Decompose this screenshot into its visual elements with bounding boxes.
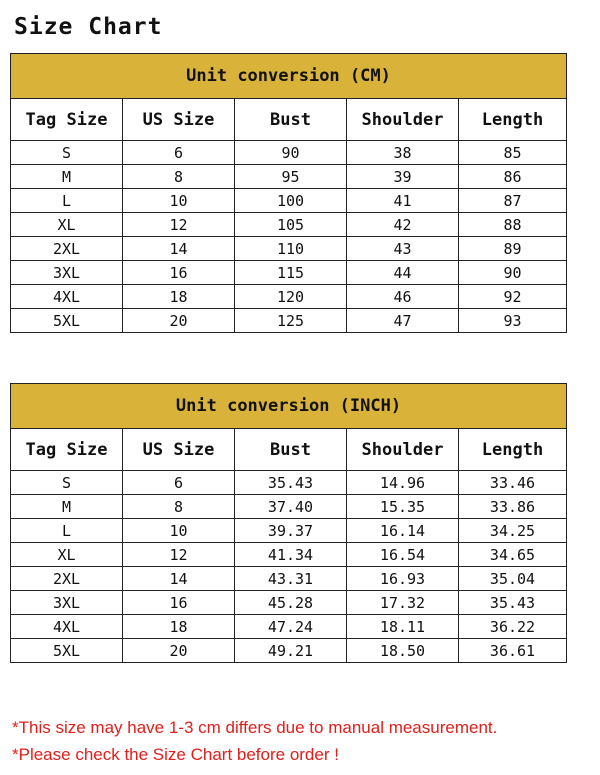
table-cell: 92 bbox=[459, 285, 567, 309]
table-cell: 49.21 bbox=[235, 639, 347, 663]
column-header-row bbox=[11, 99, 567, 141]
table-cell: 39 bbox=[347, 165, 459, 189]
column-header: Shoulder bbox=[347, 99, 459, 141]
table-cell: 14 bbox=[123, 567, 235, 591]
table-cell: 41.34 bbox=[235, 543, 347, 567]
table-cell: 18.50 bbox=[347, 639, 459, 663]
table-cell: 125 bbox=[235, 309, 347, 333]
table-cell: 90 bbox=[459, 261, 567, 285]
column-header-row bbox=[11, 429, 567, 471]
table-cell: 85 bbox=[459, 141, 567, 165]
table-cell: 45.28 bbox=[235, 591, 347, 615]
table-row bbox=[11, 165, 567, 189]
table-cell: 39.37 bbox=[235, 519, 347, 543]
table-cell: 115 bbox=[235, 261, 347, 285]
table-row bbox=[11, 309, 567, 333]
table-cell: 18 bbox=[123, 615, 235, 639]
table-cell: M bbox=[11, 495, 123, 519]
table-cell: 5XL bbox=[11, 309, 123, 333]
table-row bbox=[11, 495, 567, 519]
table-row bbox=[11, 471, 567, 495]
table-cell: 35.43 bbox=[459, 591, 567, 615]
table-cell: 14 bbox=[123, 237, 235, 261]
table-cell: 20 bbox=[123, 309, 235, 333]
table-cell: 4XL bbox=[11, 615, 123, 639]
note-measurement: *This size may have 1-3 cm differs due to manual measurement. bbox=[12, 718, 498, 737]
table-row bbox=[11, 285, 567, 309]
table-cell: 5XL bbox=[11, 639, 123, 663]
table-caption: Unit conversion (CM) bbox=[11, 54, 567, 99]
table-cell: 18 bbox=[123, 285, 235, 309]
table-cell: 95 bbox=[235, 165, 347, 189]
table-cell: 42 bbox=[347, 213, 459, 237]
table-cell: 34.25 bbox=[459, 519, 567, 543]
table-cell: 43 bbox=[347, 237, 459, 261]
table-cell: 16.14 bbox=[347, 519, 459, 543]
table-row bbox=[11, 543, 567, 567]
column-header: Shoulder bbox=[347, 429, 459, 471]
table-cell: 18.11 bbox=[347, 615, 459, 639]
notes bbox=[12, 714, 592, 768]
column-header: US Size bbox=[123, 429, 235, 471]
table-cell: 120 bbox=[235, 285, 347, 309]
table-cell: 10 bbox=[123, 519, 235, 543]
table-row bbox=[11, 141, 567, 165]
table-cell: 86 bbox=[459, 165, 567, 189]
table-cell: 89 bbox=[459, 237, 567, 261]
column-header: US Size bbox=[123, 99, 235, 141]
table-cell: 16 bbox=[123, 591, 235, 615]
table-cell: 35.43 bbox=[235, 471, 347, 495]
column-header: Length bbox=[459, 99, 567, 141]
table-cell: 47 bbox=[347, 309, 459, 333]
table-cell: 88 bbox=[459, 213, 567, 237]
table-cell: 3XL bbox=[11, 261, 123, 285]
size-table-cm bbox=[10, 53, 567, 333]
table-cell: S bbox=[11, 471, 123, 495]
table-cell: 6 bbox=[123, 141, 235, 165]
table-cell: 36.22 bbox=[459, 615, 567, 639]
table-cell: 33.46 bbox=[459, 471, 567, 495]
table-cell: 37.40 bbox=[235, 495, 347, 519]
table-row bbox=[11, 261, 567, 285]
table-cell: 12 bbox=[123, 543, 235, 567]
table-cell: 16.54 bbox=[347, 543, 459, 567]
table-separator bbox=[10, 362, 566, 380]
table-row bbox=[11, 189, 567, 213]
table-cell: 36.61 bbox=[459, 639, 567, 663]
table-cell: 110 bbox=[235, 237, 347, 261]
table-row bbox=[11, 213, 567, 237]
table-cell: 16.93 bbox=[347, 567, 459, 591]
note-check-chart: *Please check the Size Chart before order ! bbox=[12, 745, 339, 764]
table-cell: 12 bbox=[123, 213, 235, 237]
table-cell: 35.04 bbox=[459, 567, 567, 591]
table-cell: 20 bbox=[123, 639, 235, 663]
table-row bbox=[11, 237, 567, 261]
table-cell: 16 bbox=[123, 261, 235, 285]
table-cell: 15.35 bbox=[347, 495, 459, 519]
table-cell: XL bbox=[11, 213, 123, 237]
table-cell: 6 bbox=[123, 471, 235, 495]
table-cell: 10 bbox=[123, 189, 235, 213]
table-cell: 90 bbox=[235, 141, 347, 165]
table-cell: 14.96 bbox=[347, 471, 459, 495]
table-row bbox=[11, 615, 567, 639]
table-cell: 47.24 bbox=[235, 615, 347, 639]
column-header: Tag Size bbox=[11, 429, 123, 471]
table-row bbox=[11, 591, 567, 615]
page-title: Size Chart bbox=[14, 14, 163, 40]
table-cell: 41 bbox=[347, 189, 459, 213]
table-cell: 87 bbox=[459, 189, 567, 213]
table-cell: 3XL bbox=[11, 591, 123, 615]
table-cell: M bbox=[11, 165, 123, 189]
table-cell: 100 bbox=[235, 189, 347, 213]
table-row bbox=[11, 519, 567, 543]
table-cell: 43.31 bbox=[235, 567, 347, 591]
table-cell: 105 bbox=[235, 213, 347, 237]
table-cell: L bbox=[11, 189, 123, 213]
table-cell: 8 bbox=[123, 165, 235, 189]
table-cell: XL bbox=[11, 543, 123, 567]
table-cell: 17.32 bbox=[347, 591, 459, 615]
table-cell: L bbox=[11, 519, 123, 543]
table-cell: 2XL bbox=[11, 567, 123, 591]
table-cell: 33.86 bbox=[459, 495, 567, 519]
size-table-inch bbox=[10, 383, 567, 663]
column-header: Tag Size bbox=[11, 99, 123, 141]
table-row bbox=[11, 639, 567, 663]
column-header: Bust bbox=[235, 99, 347, 141]
table-cell: 46 bbox=[347, 285, 459, 309]
table-cell: 38 bbox=[347, 141, 459, 165]
table-cell: 34.65 bbox=[459, 543, 567, 567]
table-cell: 8 bbox=[123, 495, 235, 519]
table-cell: S bbox=[11, 141, 123, 165]
table-cell: 44 bbox=[347, 261, 459, 285]
column-header: Length bbox=[459, 429, 567, 471]
table-cell: 93 bbox=[459, 309, 567, 333]
column-header: Bust bbox=[235, 429, 347, 471]
table-caption: Unit conversion (INCH) bbox=[11, 384, 567, 429]
table-cell: 2XL bbox=[11, 237, 123, 261]
table-row bbox=[11, 567, 567, 591]
table-cell: 4XL bbox=[11, 285, 123, 309]
